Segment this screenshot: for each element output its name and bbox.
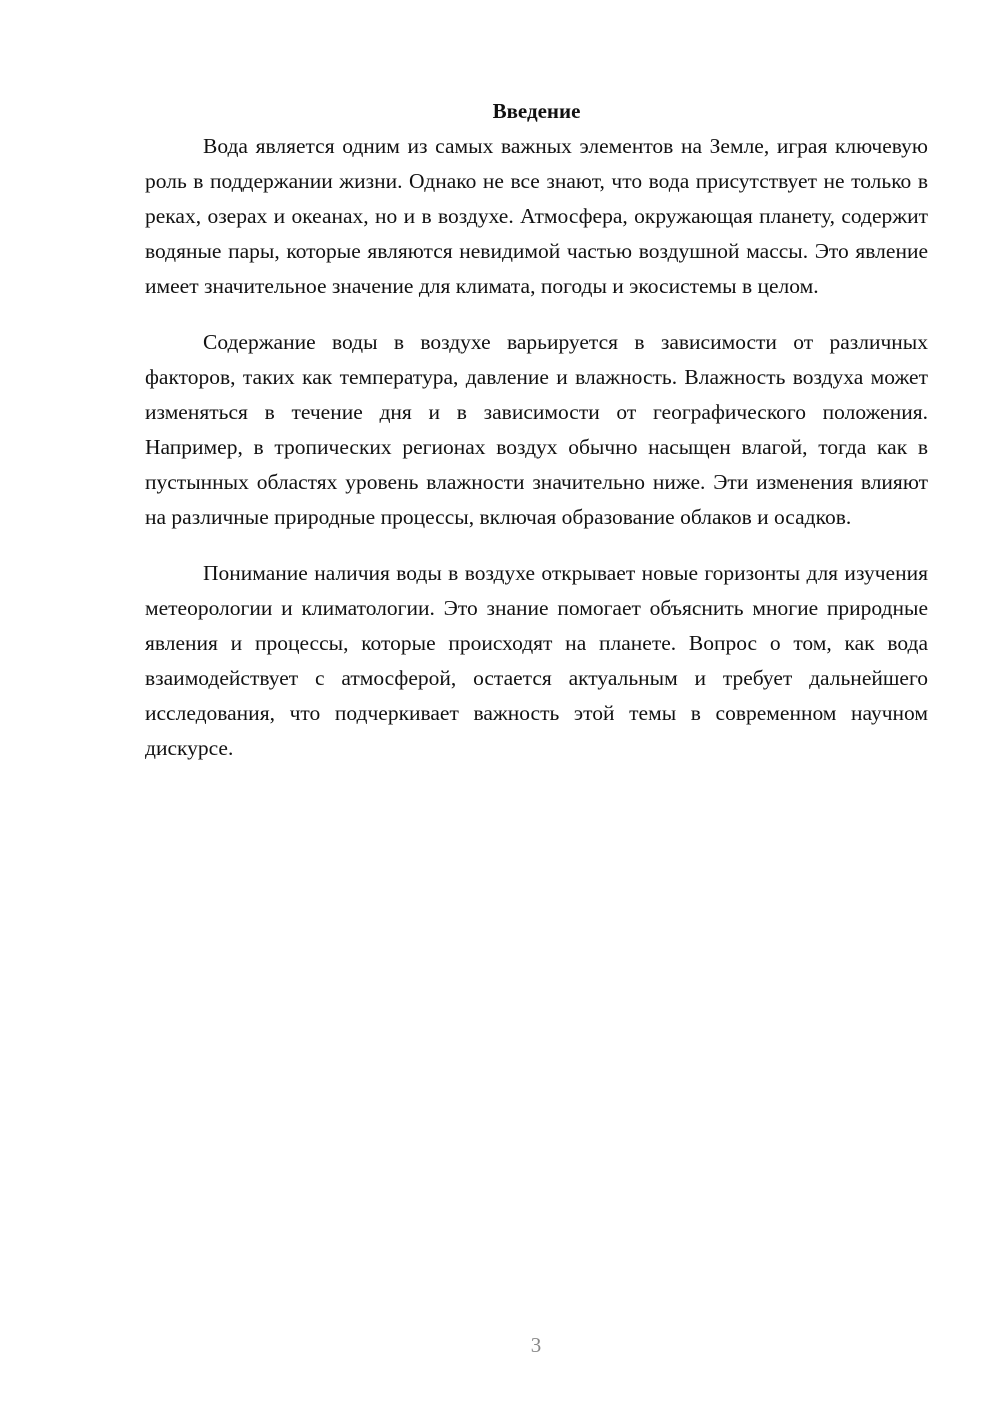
paragraph-1: Вода является одним из самых важных элементов на Земле, играя ключевую роль в поддержании жизни. Однако не все знают, что вода присутствует не только в реках, озерах и океанах, но и в воздухе. Атмосфера, окружающая планету, содержит водяные пары, которые являются невидимой частью воздушной массы. Это явление имеет значительное значение для климата, погоды и экосистемы в целом. <box>145 134 928 298</box>
page-number: 3 <box>530 1333 542 1357</box>
paragraph-2: Содержание воды в воздухе варьируется в зависимости от различных факторов, таких как температура, давление и влажность. Влажность воздуха может изменяться в течение дня и в зависимости от географического положения. Например, в тропических регионах воздух обычно насыщен влагой, тогда как в пустынных областях уровень влажности значительно ниже. Эти изменения влияют на различные природные процессы, включая образование облаков и осадков. <box>145 330 928 529</box>
page-content <box>145 96 928 787</box>
paragraph-3: Понимание наличия воды в воздухе открывает новые горизонты для изучения метеорологии и климатологии. Это знание помогает объяснить многие природные явления и процессы, которые происходят на планете. Вопрос о том, как вода взаимодействует с атмосферой, остается актуальным и требует дальнейшего исследования, что подчеркивает важность этой темы в современном научном дискурсе. <box>145 561 928 760</box>
section-title: Введение <box>492 99 581 123</box>
